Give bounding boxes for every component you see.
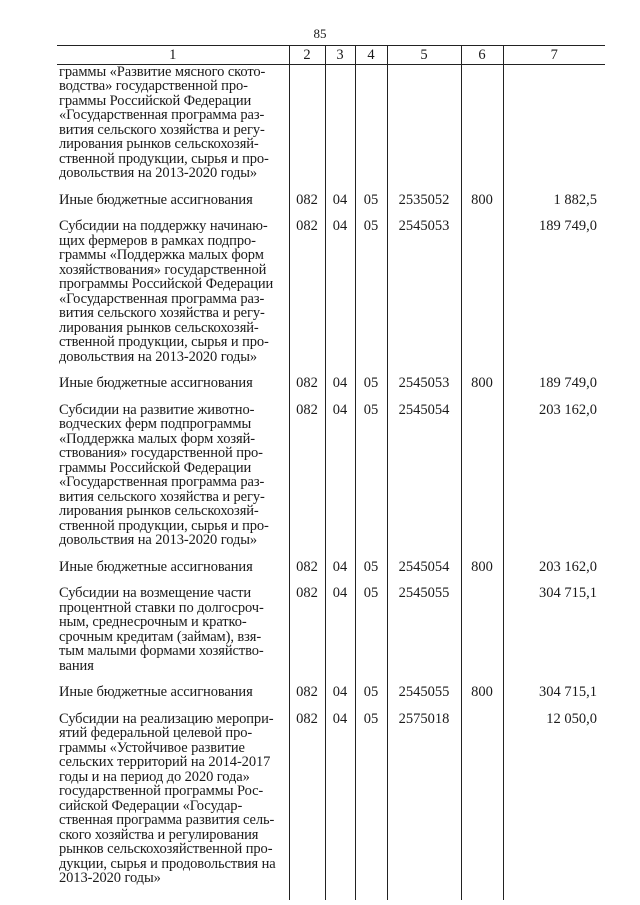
spacer-cell (503, 886, 605, 900)
row-cell-col-5: 2545054 (387, 403, 461, 548)
row-cell-col-5: 2545055 (387, 685, 461, 700)
row-cell-col-6: 800 (461, 376, 503, 391)
row-name (57, 64, 289, 181)
row-name-line: «Государственная программа раз- (59, 474, 265, 490)
row-name (57, 376, 289, 391)
row-name (57, 403, 289, 548)
row-cell-col-5: 2535052 (387, 193, 461, 208)
row-name-line: вития сельского хозяйства и регу- (59, 121, 265, 138)
row-name (57, 193, 289, 208)
row-cell-col-5: 2545053 (387, 219, 461, 364)
spacer-cell (387, 548, 461, 560)
row-cell-col-6: 800 (461, 193, 503, 208)
row-name-line: щих фермеров в рамках подпро- (59, 232, 256, 249)
row-name-line: «Государственная программа раз- (59, 290, 265, 307)
row-name-line: «Поддержка малых форм хозяй- (59, 430, 256, 447)
table-header-row (57, 46, 605, 65)
spacer-cell (461, 548, 503, 560)
header-col-2: 2 (289, 46, 325, 65)
row-cell-col-2: 082 (289, 403, 325, 548)
spacer-cell (325, 548, 355, 560)
row-cell-col-2 (289, 64, 325, 181)
spacer-cell (289, 700, 325, 712)
row-cell-col-4: 05 (355, 586, 387, 673)
row-name-line: граммы «Устойчивое развитие (59, 739, 245, 756)
table-row (57, 403, 605, 548)
row-name (57, 219, 289, 364)
row-name-line: хозяйствования» государственной (59, 261, 267, 278)
row-name-line: Иные бюджетные ассигнования (59, 191, 253, 208)
page-number: 85 (313, 26, 327, 41)
row-name-line: Субсидии на поддержку начинаю- (59, 218, 268, 234)
spacer-cell (461, 391, 503, 403)
table-row (57, 560, 605, 575)
row-name-line: Иные бюджетные ассигнования (59, 558, 253, 575)
table-row (57, 219, 605, 364)
row-cell-col-5: 2545054 (387, 560, 461, 575)
row-name (57, 586, 289, 673)
row-cell-col-2: 082 (289, 685, 325, 700)
row-cell-col-2: 082 (289, 586, 325, 673)
spacer-cell (355, 548, 387, 560)
row-cell-col-6: 800 (461, 560, 503, 575)
row-cell-col-4 (355, 64, 387, 181)
row-cell-col-2: 082 (289, 219, 325, 364)
spacer-cell (355, 391, 387, 403)
row-name-line: дукции, сырья и продовольствия на (59, 855, 276, 872)
spacer-cell (289, 548, 325, 560)
row-cell-col-6: 800 (461, 685, 503, 700)
row-cell-col-4: 05 (355, 712, 387, 886)
spacer-cell (461, 700, 503, 712)
table-body (57, 64, 605, 900)
spacer-cell (355, 700, 387, 712)
row-cell-col-3: 04 (325, 219, 355, 364)
spacer-cell (461, 181, 503, 193)
row-cell-col-6 (461, 219, 503, 364)
table-row (57, 64, 605, 181)
row-name-line: тым малыми формами хозяйство- (59, 643, 264, 659)
row-name-line: граммы Российской Федерации (59, 92, 252, 109)
spacer-cell (325, 181, 355, 193)
row-cell-col-7: 189 749,0 (503, 376, 605, 391)
row-name-line: ятий федеральной целевой про- (59, 725, 253, 741)
row-cell-col-5: 2545055 (387, 586, 461, 673)
row-cell-col-5: 2575018 (387, 712, 461, 886)
row-cell-col-6 (461, 403, 503, 548)
row-cell-col-3: 04 (325, 376, 355, 391)
row-cell-col-4: 05 (355, 193, 387, 208)
row-name-line: граммы «Поддержка малых форм (59, 247, 264, 263)
row-cell-col-7: 203 162,0 (503, 403, 605, 548)
row-name-line: сельских территорий на 2014-2017 (59, 754, 271, 770)
row-cell-col-7: 304 715,1 (503, 685, 605, 700)
spacer-cell (325, 886, 355, 900)
header-col-7: 7 (503, 46, 605, 65)
row-name-line: Субсидии на развитие животно- (59, 401, 255, 418)
spacer-cell (503, 548, 605, 560)
row-name-line: лирования рынков сельскохозяй- (59, 319, 259, 336)
row-name-line: водства» государственной про- (59, 78, 248, 94)
row-name-line: процентной ставки по долгосроч- (59, 599, 264, 616)
spacer-cell (387, 181, 461, 193)
row-name-line: ствования» государственной про- (59, 445, 263, 461)
header-col-3: 3 (325, 46, 355, 65)
row-cell-col-4: 05 (355, 376, 387, 391)
header-col-1: 1 (57, 46, 289, 65)
row-name-line: граммы Российской Федерации (59, 459, 252, 476)
row-cell-col-5: 2545053 (387, 376, 461, 391)
spacer-cell (503, 181, 605, 193)
row-cell-col-5 (387, 64, 461, 181)
row-cell-col-2: 082 (289, 712, 325, 886)
spacer-cell (355, 181, 387, 193)
row-cell-col-7 (503, 64, 605, 181)
row-name-line: государственной программы Рос- (59, 783, 264, 799)
row-name-line: водческих ферм подпрограммы (59, 416, 252, 432)
row-name-line: ственной продукции, сырья и про- (59, 517, 269, 534)
spacer-cell (387, 391, 461, 403)
row-name-line: рынков сельскохозяйственной про- (59, 841, 273, 857)
row-name-line: ского хозяйства и регулирования (59, 826, 259, 843)
spacer-cell (325, 700, 355, 712)
table-row (57, 193, 605, 208)
header-col-5: 5 (387, 46, 461, 65)
row-name-line: ственная программа развития сель- (59, 812, 275, 828)
row-cell-col-3: 04 (325, 560, 355, 575)
row-spacer (57, 886, 605, 900)
row-name-line: «Государственная программа раз- (59, 107, 265, 123)
table-row (57, 712, 605, 886)
spacer-cell (503, 700, 605, 712)
row-name-line: Иные бюджетные ассигнования (59, 684, 253, 700)
spacer-cell (503, 391, 605, 403)
row-name (57, 560, 289, 575)
spacer-cell (289, 886, 325, 900)
row-name-line: вития сельского хозяйства и регу- (59, 305, 265, 321)
row-name-line: сийской Федерации «Государ- (59, 797, 243, 814)
row-cell-col-6 (461, 64, 503, 181)
row-name-line: Субсидии на возмещение части (59, 585, 252, 601)
row-name-line: программы Российской Федерации (59, 276, 274, 292)
row-cell-col-2: 082 (289, 376, 325, 391)
row-name-line: 2013-2020 годы» (59, 870, 161, 886)
spacer-cell (461, 207, 503, 219)
table-row (57, 586, 605, 673)
row-name-line: ным, среднесрочным и кратко- (59, 614, 247, 630)
row-cell-col-7: 12 050,0 (503, 712, 605, 886)
spacer-cell (461, 886, 503, 900)
header-col-6: 6 (461, 46, 503, 65)
row-name-line: граммы «Развитие мясного ското- (59, 63, 266, 80)
budget-table (57, 45, 605, 900)
row-name-line: довольствия на 2013-2020 годы» (59, 165, 258, 181)
row-cell-col-3: 04 (325, 193, 355, 208)
table-row (57, 376, 605, 391)
row-name (57, 685, 289, 700)
row-cell-col-3: 04 (325, 685, 355, 700)
row-cell-col-6 (461, 712, 503, 886)
row-name-line: довольствия на 2013-2020 годы» (59, 532, 258, 548)
row-cell-col-7: 304 715,1 (503, 586, 605, 673)
row-name-line: довольствия на 2013-2020 годы» (59, 348, 258, 365)
row-name-line: годы и на период до 2020 года» (59, 768, 250, 785)
row-name-line: ственной продукции, сырья и про- (59, 334, 269, 350)
row-cell-col-2: 082 (289, 560, 325, 575)
spacer-cell (387, 700, 461, 712)
row-cell-col-2: 082 (289, 193, 325, 208)
row-name (57, 712, 289, 886)
row-name-line: вития сельского хозяйства и регу- (59, 488, 265, 505)
spacer-cell (461, 574, 503, 586)
header-col-4: 4 (355, 46, 387, 65)
row-name-line: Субсидии на реализацию меропри- (59, 710, 274, 727)
row-cell-col-7: 1 882,5 (503, 193, 605, 208)
row-cell-col-4: 05 (355, 403, 387, 548)
row-cell-col-4: 05 (355, 685, 387, 700)
row-cell-col-7: 189 749,0 (503, 219, 605, 364)
row-cell-col-7: 203 162,0 (503, 560, 605, 575)
row-cell-col-3: 04 (325, 403, 355, 548)
table-row (57, 685, 605, 700)
row-cell-col-3: 04 (325, 712, 355, 886)
row-cell-col-3 (325, 64, 355, 181)
row-cell-col-3: 04 (325, 586, 355, 673)
spacer-cell (387, 886, 461, 900)
row-cell-col-4: 05 (355, 560, 387, 575)
row-cell-col-4: 05 (355, 219, 387, 364)
row-name-line: срочным кредитам (займам), взя- (59, 628, 262, 645)
spacer-cell (289, 391, 325, 403)
row-cell-col-6 (461, 586, 503, 673)
row-name-line: ственной продукции, сырья и про- (59, 150, 269, 167)
row-name-line: лирования рынков сельскохозяй- (59, 503, 259, 519)
spacer-cell (57, 886, 289, 900)
spacer-cell (355, 886, 387, 900)
spacer-cell (325, 391, 355, 403)
row-name-line: лирования рынков сельскохозяй- (59, 136, 259, 152)
row-name-line: вания (59, 657, 94, 674)
spacer-cell (289, 181, 325, 193)
row-name-line: Иные бюджетные ассигнования (59, 375, 253, 391)
